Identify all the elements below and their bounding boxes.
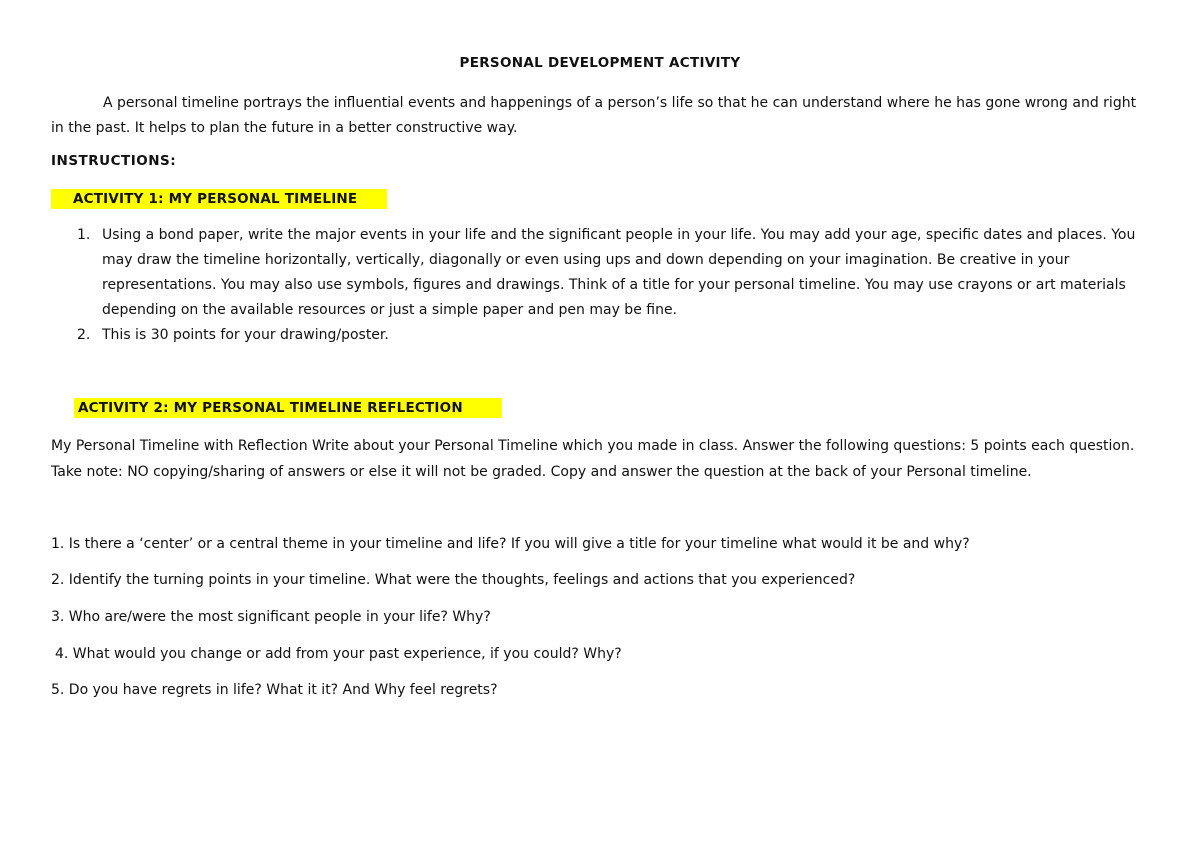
question-1: 1. Is there a ‘center’ or a central theme in your timeline and life? If you will give a title for your timeline what would it be and why? xyxy=(51,536,970,552)
page-title: PERSONAL DEVELOPMENT ACTIVITY xyxy=(459,55,741,71)
list-item-text: Using a bond paper, write the major events in your life and the significant people in your life. You may add your age, specific dates and places. You may draw the timeline horizontally, vertically, diagonally or even using ups and down depending on your imagination. Be creative in your representations. You may also use symbols, figures and drawings. Think of a title for your personal timeline. You may use crayons or art materials depending on the available resources or just a simple paper and pen may be fine. xyxy=(102,227,1136,318)
activity-2-description: My Personal Timeline with Reflection Write about your Personal Timeline which you made in class. Answer the following questions: 5 points each question. Take note: NO copying/sharing of answers or else it will not be graded. Copy and answer the question at the back of your Personal timeline. xyxy=(51,438,1135,480)
list-item-number: 1. xyxy=(77,227,91,243)
intro-paragraph: A personal timeline portrays the influential events and happenings of a person’s life so that he can understand where he has gone wrong and right in the past. It helps to plan the future in a better constructive way. xyxy=(51,95,1137,136)
instructions-heading: INSTRUCTIONS: xyxy=(51,153,177,169)
list-item-text: This is 30 points for your drawing/poster. xyxy=(102,327,389,343)
list-item xyxy=(51,323,1146,348)
list-item xyxy=(51,223,1146,323)
list-item-number: 2. xyxy=(77,327,91,343)
activity-1-list xyxy=(51,223,1146,348)
question-5: 5. Do you have regrets in life? What it it? And Why feel regrets? xyxy=(51,682,498,698)
activity-2-heading: ACTIVITY 2: MY PERSONAL TIMELINE REFLECTION xyxy=(74,398,502,418)
activity-1-heading: ACTIVITY 1: MY PERSONAL TIMELINE xyxy=(51,189,387,209)
question-2: 2. Identify the turning points in your timeline. What were the thoughts, feelings and actions that you experienced? xyxy=(51,572,856,588)
question-3: 3. Who are/were the most significant people in your life? Why? xyxy=(51,609,491,625)
question-4: 4. What would you change or add from your past experience, if you could? Why? xyxy=(55,646,622,662)
